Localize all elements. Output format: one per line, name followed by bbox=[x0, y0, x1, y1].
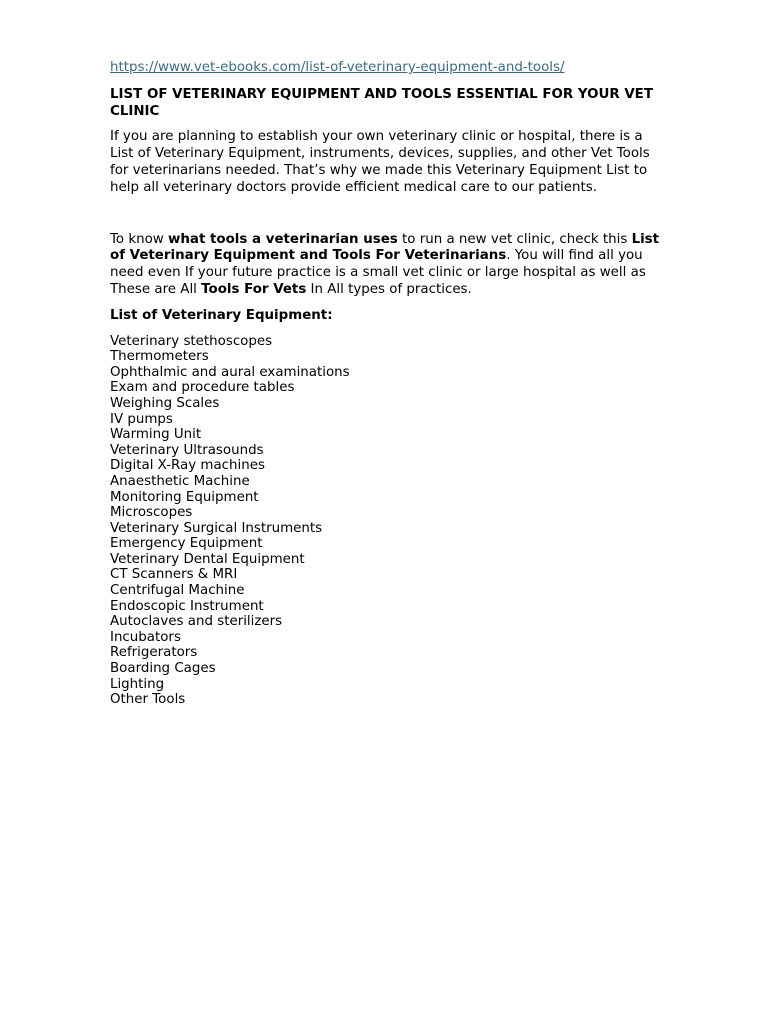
source-link[interactable]: https://www.vet-ebooks.com/list-of-veterinary-equipment-and-tools/ bbox=[110, 60, 565, 75]
tools-paragraph-bold-3: Tools For Vets bbox=[201, 281, 307, 297]
list-item: Ophthalmic and aural examinations bbox=[110, 364, 350, 380]
list-item: Thermometers bbox=[110, 349, 209, 365]
list-item: Microscopes bbox=[110, 505, 193, 521]
tools-paragraph-text-4: In All types of practices. bbox=[306, 281, 472, 297]
list-item: Warming Unit bbox=[110, 427, 202, 443]
list-item: Endoscopic Instrument bbox=[110, 598, 264, 614]
list-item: Emergency Equipment bbox=[110, 536, 263, 552]
list-item: Boarding Cages bbox=[110, 661, 216, 677]
list-item: CT Scanners & MRI bbox=[110, 567, 238, 583]
tools-paragraph-bold-2: List of Veterinary Equipment and Tools For Veterinarians bbox=[110, 231, 660, 264]
tools-paragraph-text-3: . You will find all you need even If your future practice is a small vet clinic or large hospital as well as These are All bbox=[110, 248, 646, 297]
document-title: LIST OF VETERINARY EQUIPMENT AND TOOLS ESSENTIAL FOR YOUR VET CLINIC bbox=[110, 86, 653, 119]
intro-paragraph: If you are planning to establish your own veterinary clinic or hospital, there is a List of Veterinary Equipment, instruments, devices, supplies, and other Vet Tools for veterinarians needed. That’s why we made this Veterinary Equipment List to help all veterinary doctors provide efficient medical care to our patients. bbox=[110, 129, 650, 195]
tools-paragraph-text-1: To know bbox=[110, 231, 168, 247]
list-item: Anaesthetic Machine bbox=[110, 473, 250, 489]
list-item: Centrifugal Machine bbox=[110, 583, 245, 599]
list-item: Veterinary stethoscopes bbox=[110, 333, 273, 349]
list-item: Autoclaves and sterilizers bbox=[110, 614, 283, 630]
list-item: Other Tools bbox=[110, 692, 186, 708]
list-item: Weighing Scales bbox=[110, 395, 220, 411]
list-item: Monitoring Equipment bbox=[110, 489, 259, 505]
list-item: Refrigerators bbox=[110, 645, 198, 661]
list-item: Veterinary Surgical Instruments bbox=[110, 520, 323, 536]
equipment-list bbox=[110, 334, 662, 708]
tools-paragraph-bold-1: what tools a veterinarian uses bbox=[168, 231, 398, 247]
tools-paragraph bbox=[110, 232, 662, 299]
list-item: Veterinary Ultrasounds bbox=[110, 442, 264, 458]
list-item: Lighting bbox=[110, 676, 165, 692]
list-item: Exam and procedure tables bbox=[110, 380, 295, 396]
document-page bbox=[110, 60, 662, 708]
list-item: IV pumps bbox=[110, 411, 173, 427]
list-item: Digital X-Ray machines bbox=[110, 458, 265, 474]
tools-paragraph-text-2: to run a new vet clinic, check this bbox=[397, 231, 632, 247]
equipment-list-heading: List of Veterinary Equipment: bbox=[110, 307, 333, 323]
list-item: Incubators bbox=[110, 629, 181, 645]
list-item: Veterinary Dental Equipment bbox=[110, 551, 305, 567]
